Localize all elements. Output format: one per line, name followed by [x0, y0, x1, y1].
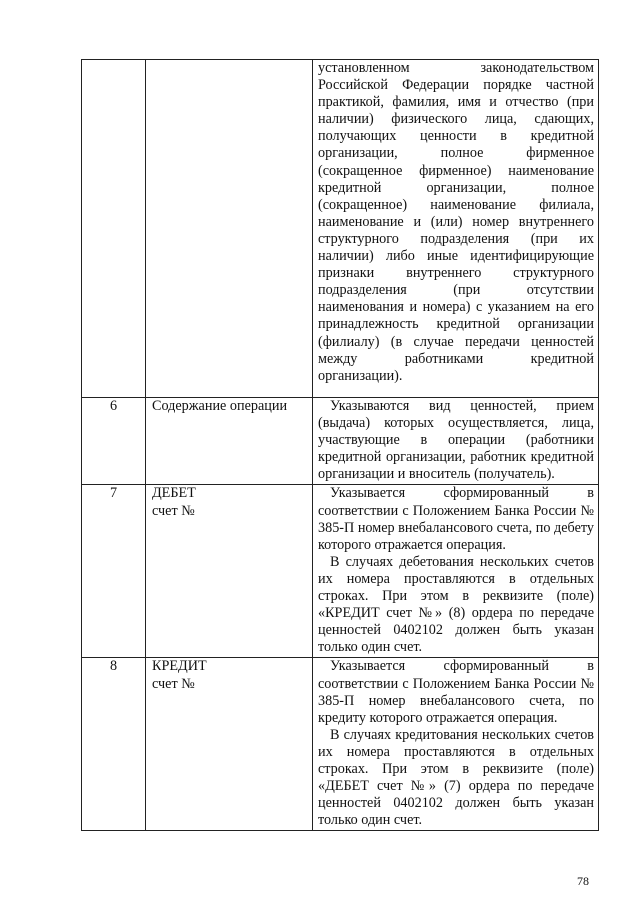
- requisite-description: [313, 485, 599, 658]
- description-paragraph: В случаях кредитования нескольких счетов их номера проставляются в отдельных строках. При этом в реквизите (поле) «ДЕБЕТ счет №» (7) ордера по передаче ценностей 0402102 должен быть указан только один счет.: [318, 726, 594, 829]
- requisite-name-line: счет №: [152, 675, 195, 692]
- table-row: [82, 658, 599, 831]
- description-paragraph: Указываются вид ценностей, прием (выдача) которых осуществляется, лица, участвующие в операции (работники кредитной организации, работник кредитной организации и вноситель (получатель).: [318, 398, 594, 483]
- requisite-name-line: ДЕБЕТ: [152, 485, 196, 502]
- requisite-name-line: КРЕДИТ: [152, 658, 207, 675]
- table-row: [82, 60, 599, 398]
- requisite-name: [146, 398, 313, 485]
- requisite-description: [313, 658, 599, 831]
- description-paragraph: Указывается сформированный в соответствии с Положением Банка России № 385-П номер внебалансового счета, по дебету которого отражается операция.: [318, 485, 594, 553]
- requisite-description: [313, 60, 599, 398]
- row-number: 7: [82, 485, 146, 658]
- row-number: 8: [82, 658, 146, 831]
- requisite-name: [146, 60, 313, 398]
- requisite-description: [313, 398, 599, 485]
- requisite-name: [146, 485, 313, 658]
- requisite-name-line: счет №: [152, 502, 195, 519]
- row-number: [82, 60, 146, 398]
- row-number: 6: [82, 398, 146, 485]
- description-paragraph: В случаях дебетования нескольких счетов их номера проставляются в отдельных строках. При этом в реквизите (поле) «КРЕДИТ счет №» (8) ордера по передаче ценностей 0402102 должен быть указан только один счет.: [318, 553, 594, 656]
- requisites-table: [81, 59, 599, 831]
- table-row: [82, 398, 599, 485]
- requisite-name: [146, 658, 313, 831]
- description-paragraph: Указывается сформированный в соответствии с Положением Банка России № 385-П номер внебалансового счета, по кредиту которого отражается операция.: [318, 658, 594, 726]
- table-row: [82, 485, 599, 658]
- description-paragraph: установленном законодательством Российской Федерации порядке частной практикой, фамилия, имя и отчество (при наличии) физического лица, сдающих, получающих ценности в кредитной организации, полное фирменное (сокращенное фирменное) наименование кредитной организации, полное (сокращенное) наименование филиала, наименование и (или) номер внутреннего структурного подразделения (при их наличии) либо иные идентифицирующие признаки внутреннего структурного подразделения (при отсутствии наименования и номера) с указанием на его принадлежность кредитной организации (филиалу) (в случае передачи ценностей между работниками кредитной организации).: [318, 60, 594, 384]
- page-number: 78: [577, 874, 589, 888]
- requisite-name-line: Содержание операции: [152, 398, 288, 414]
